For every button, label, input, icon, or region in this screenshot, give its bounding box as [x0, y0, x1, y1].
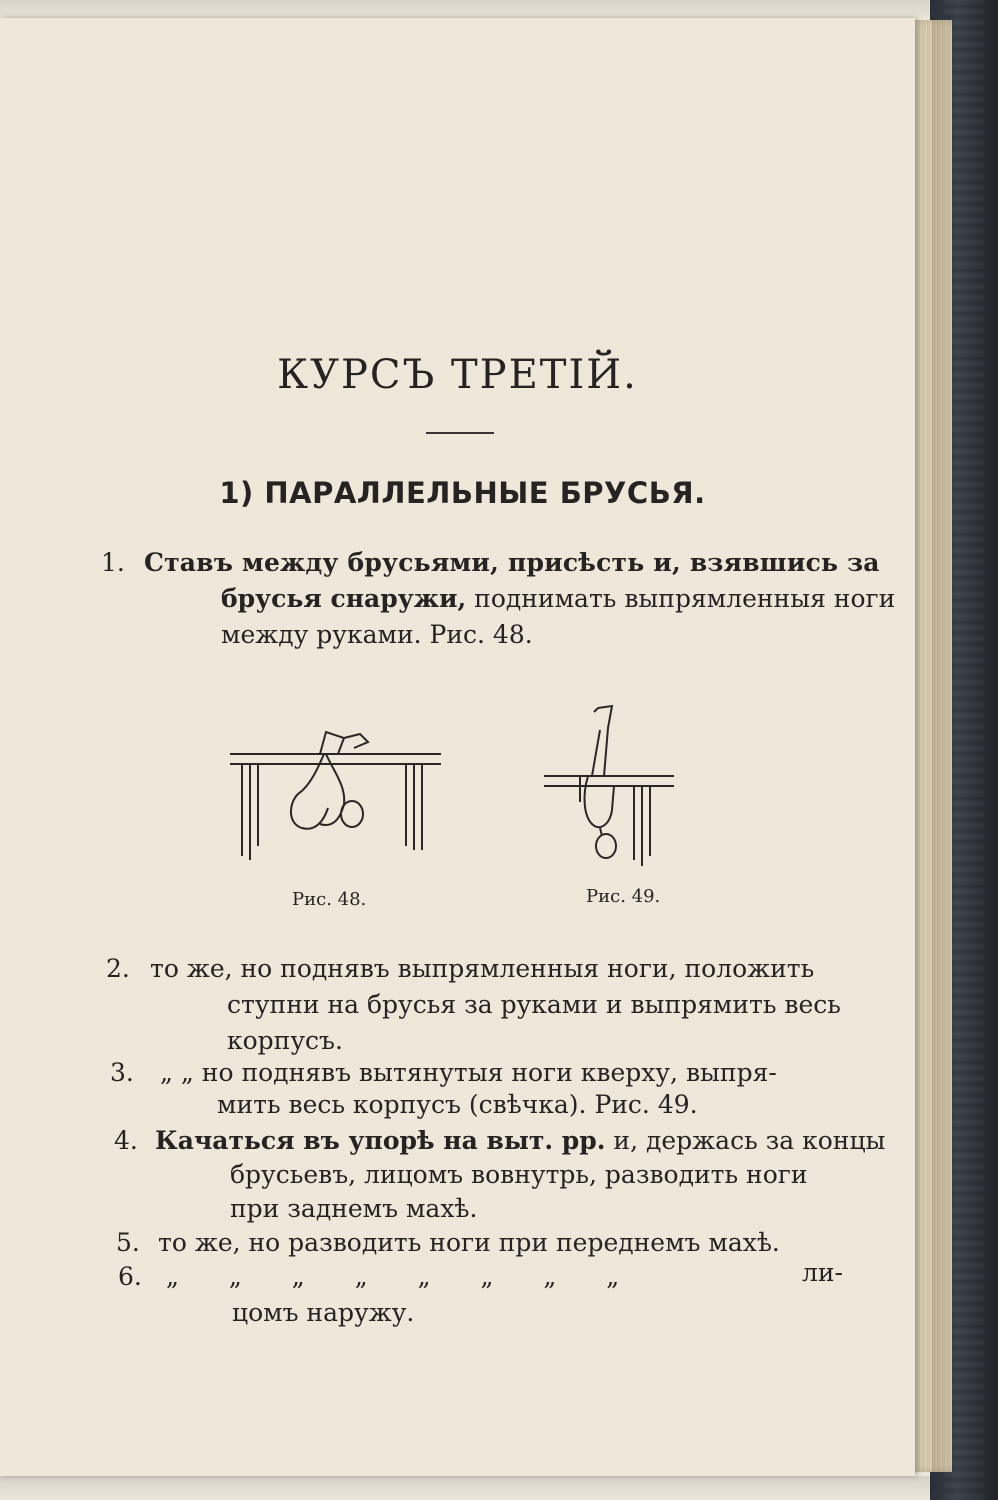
- exercise-2-number: 2.: [106, 954, 130, 983]
- exercise-5-line-1: то же, но разводить ноги при переднемъ махѣ.: [158, 1228, 780, 1257]
- figure-48-caption: Рис. 48.: [292, 889, 367, 910]
- exercise-2-line-2: ступни на брусья за руками и выпрямить весь: [227, 990, 841, 1019]
- book-page: [0, 18, 915, 1476]
- section-title: ПАРАЛЛЕЛЬНЫЕ БРУСЬЯ.: [264, 476, 706, 510]
- exercise-1-number: 1.: [101, 548, 125, 577]
- exercise-1-line-2: брусья снаружи, поднимать выпрямленныя ноги: [221, 584, 896, 613]
- exercise-5-number: 5.: [116, 1228, 140, 1257]
- exercise-2-line-3: корпусъ.: [227, 1026, 343, 1055]
- exercise-6-line-2: цомъ наружу.: [232, 1298, 415, 1327]
- exercise-2-line-1: то же, но поднявъ выпрямленныя ноги, положить: [150, 954, 815, 983]
- exercise-6-line-1-end: ли-: [802, 1258, 843, 1287]
- exercise-4-number: 4.: [114, 1126, 138, 1155]
- backdrop-top: [0, 0, 998, 20]
- exercise-4-line-3: при заднемъ махѣ.: [230, 1194, 478, 1223]
- exercise-1-line-1: Ставъ между брусьями, присѣсть и, взявшись за: [144, 548, 880, 577]
- section-heading: [0, 476, 925, 510]
- backdrop-bottom: [0, 1476, 998, 1500]
- exercise-4-line-2: брусьевъ, лицомъ вовнутрь, разводить ноги: [230, 1160, 808, 1189]
- exercise-4-line-1: Качаться въ упорѣ на выт. рр. и, держась за концы: [155, 1126, 886, 1155]
- chapter-title: КУРСЪ ТРЕТІЙ.: [277, 352, 638, 398]
- exercise-1-line-3: между руками. Рис. 48.: [221, 620, 533, 649]
- section-number: 1): [219, 476, 254, 510]
- exercise-6-number: 6.: [118, 1262, 142, 1291]
- figure-48-illustration: [228, 728, 443, 863]
- exercise-3-number: 3.: [110, 1058, 134, 1087]
- exercise-6-ditto-marks: „ „ „ „ „ „ „ „: [166, 1262, 620, 1291]
- title-rule: [426, 432, 494, 434]
- figure-49-caption: Рис. 49.: [586, 886, 661, 907]
- figure-49-illustration: [540, 700, 680, 870]
- exercise-3-line-2: мить весь корпусъ (свѣчка). Рис. 49.: [217, 1090, 698, 1119]
- exercise-3-line-1: „ „ но поднявъ вытянутыя ноги кверху, выпря-: [160, 1058, 777, 1087]
